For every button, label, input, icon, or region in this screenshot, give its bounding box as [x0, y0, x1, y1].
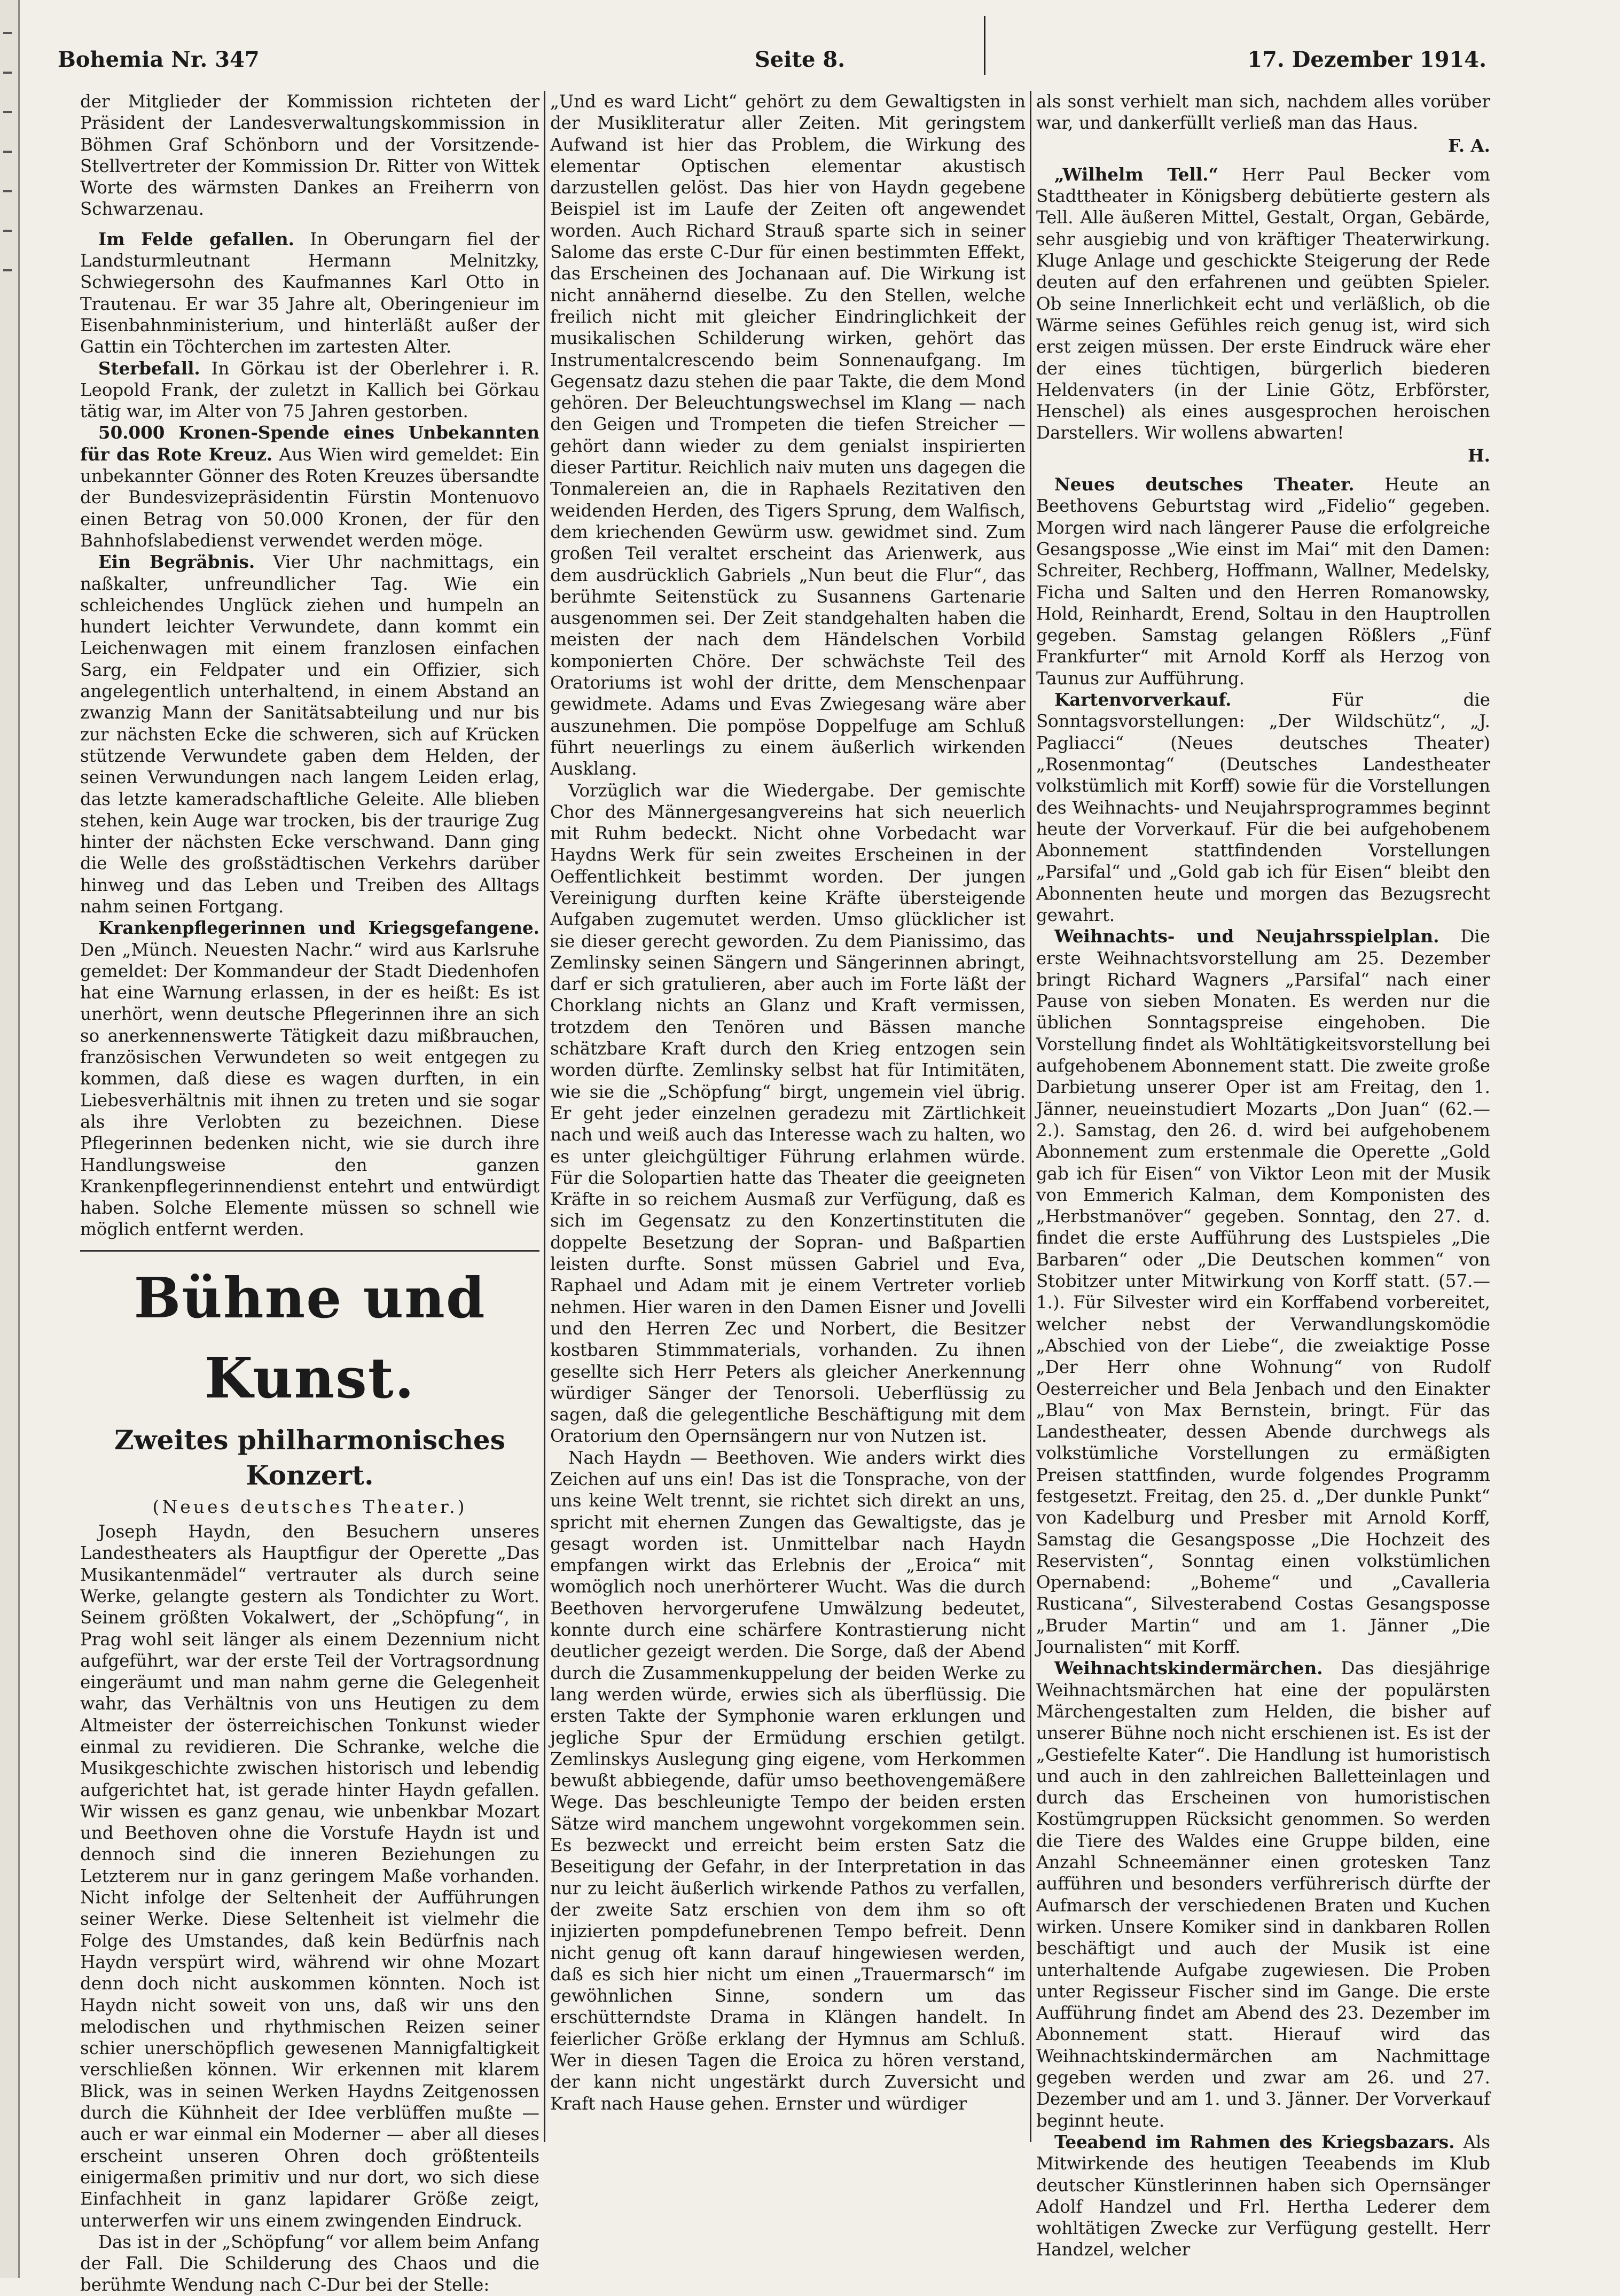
item-heading: Weihnachts- und Neujahrsspielplan.: [1054, 926, 1439, 947]
item-text: Die erste Weihnachtsvorstellung am 25. Dezember bringt Richard Wagners „Parsifal“ nach einer Pause von sieben Monaten. Es werden nur die üblichen Sonntagspreise eingehoben. Die Vorstellung findet als Wohltätigkeitsvorstellung bei aufgehobenem Abonnement statt. Die zweite große Darbietung unserer Oper ist am Freitag, den 1. Jänner, neueinstudiert Mozarts „Don Juan“ (62.—2.). Samstag, den 26. d. wird bei aufgehobenem Abonnement zum erstenmale die Operette „Gold gab ich für Eisen“ von Viktor Leon mit der Musik von Emmerich Kalman, dem Komponisten des „Herbstmanöver“ gegeben. Sonntag, den 27. d. findet die erste Aufführung des Lustspieles „Die Barbaren“ oder „Die Deutschen kommen“ von Stobitzer unter Mitwirkung von Korff statt. (57.—1.). Für Silvester wird ein Korffabend vorbereitet, welcher nebst der Verwandlungskomödie „Abschied von der Liebe“, die zweiaktige Posse „Der Herr ohne Wohnung“ von Rudolf Oesterreicher und Bela Jenbach und den Einakter „Blau“ von Max Bernstein, bringt. Für das Landestheater, dessen Abende durchwegs als volkstümliche Vorstellungen zu ermäßigten Preisen stattfinden, wurde folgendes Programm festgesetzt. Freitag, den 25. d. „Der dunkle Punkt“ von Kadelburg und Presber mit Arnold Korff, Samstag die Gesangsposse „Die Hochzeit des Reservisten“, Sonntag einen volkstümlichen Opernabend: „Boheme“ und „Cavalleria Rusticana“, Silvesterabend Costas Gesangsposse „Bruder Martin“ und am 1. Jänner „Die Journalisten“ mit Korff.: [1036, 926, 1490, 1658]
page-header: [58, 47, 1486, 79]
item-text: Das diesjährige Weihnachtsmärchen hat eine der populärsten Märchengestalten zum Helden, die bisher auf unserer Bühne noch nicht erschienen ist. Es ist der „Gestiefelte Kater“. Die Handlung ist humoristisch und auch in den zahlreichen Balletteinlagen und durch das Erscheinen von humoristischen Kostümgruppen Rücksicht genommen. So werden die Tiere des Waldes eine Gruppe bilden, eine Anzahl Schneemänner einen grotesken Tanz aufführen und besonders verführerisch dürfte der Aufmarsch der verschiedenen Braten und Kuchen wirken. Unsere Komiker sind in dankbaren Rollen beschäftigt und auch der Musik ist eine unterhaltende Aufgabe zugewiesen. Die Proben unter Regisseur Fischer sind im Gange. Die erste Aufführung findet am Abend des 23. Dezember im Abonnement statt. Hierauf wird das Weihnachtskindermärchen am Nachmittage gegeben werden und zwar am 26. und 27. Dezember und am 1. und 3. Jänner. Der Vorverkauf beginnt heute.: [1036, 1658, 1490, 2131]
news-item: [80, 917, 539, 1240]
item-heading: Kartenvorverkauf.: [1054, 689, 1232, 710]
item-heading: „Wilhelm Tell.“: [1054, 163, 1219, 185]
news-item: [1036, 1658, 1490, 2131]
news-item: [80, 358, 539, 423]
news-item: [1036, 2131, 1490, 2261]
news-item: [80, 229, 539, 358]
item-heading: Neues deutsches Theater.: [1054, 474, 1355, 495]
paragraph: Joseph Haydn, den Besuchern unseres Landestheaters als Hauptfigur der Operette „Das Musikantenmädel“ vertrauter als durch seine Werke, gelangte gestern als Tondichter zu Wort. Seinem größten Vokalwert, der „Schöpfung“, in Prag wohl seit länger als einem Dezennium nicht aufgeführt, war der erste Teil der Vortragsordnung eingeräumt und man nahm gerne die Gelegenheit wahr, das Verhältnis von uns Heutigen zu dem Altmeister der österreichischen Tonkunst wieder einmal zu revidieren. Die Schranke, welche die Musikgeschichte zwischen historisch und lebendig aufgerichtet hat, ist gerade hinter Haydn gefallen. Wir wissen es ganz genau, wie unbenkbar Mozart und Beethoven ohne die Vorstufe Haydn ist und dennoch sind die inneren Beziehungen zu Letzterem nur in ganz geringem Maße vorhanden. Nicht infolge der Seltenheit der Aufführungen seiner Werke. Diese Seltenheit ist vielmehr die Folge des Umstandes, daß kein Bedürfnis nach Haydn verspürt wird, während wir ohne Mozart denn doch nicht auskommen könnten. Noch ist Haydn nicht soweit von uns, daß wir uns den melodischen und rhythmischen Reizen seiner schier unerschöpflich gewesenen Mannigfaltigkeit verschließen können. Wir erkennen mit klarem Blick, was in seinen Werken Haydns Zeitgenossen durch die Kühnheit der Idee verblüffen mußte — auch er war einmal ein Moderner — aber all dieses erscheint unseren Ohren doch größtenteils einigermaßen primitiv und nur dort, wo sich diese Einfachheit in ganz lapidarer Größe zeigt, unterwerfen wir uns einem zwingenden Eindruck.: [80, 1521, 539, 2231]
item-heading: Sterbefall.: [98, 357, 200, 379]
column-1: [80, 91, 539, 2295]
paragraph: als sonst verhielt man sich, nachdem alles vorüber war, und dankerfüllt verließ man das Haus.: [1036, 91, 1490, 134]
paragraph: Nach Haydn — Beethoven. Wie anders wirkt dies Zeichen auf uns ein! Das ist die Tonsprache, von der uns keine Welt trennt, sie richtet sich direkt an uns, spricht mit ehernen Zungen das Gewaltigste, das je gesagt worden ist. Unmittelbar nach Haydn empfangen wirkt das Erlebnis der „Eroica“ mit womöglich noch unerhörterer Wucht. Was die durch Beethoven hervorgerufene Umwälzung bedeutet, konnte durch eine schärfere Kontrastierung nicht deutlicher gezeigt werden. Die Sorge, daß der Abend durch die Zusammenkuppelung der beiden Werke zu lang werden würde, erwies sich als überflüssig. Die ersten Takte der Symphonie waren erklungen und jegliche Spur der Ermüdung erschien getilgt. Zemlinskys Auslegung ging eigene, vom Herkommen bewußt abbiegende, dafür umso beethovengemäßere Wege. Das beschleunigte Tempo der beiden ersten Sätze wird manchem ungewohnt vorgekommen sein. Es bezweckt und erreicht beim ersten Satz die Beseitigung der Gefahr, in der Interpretation in das nur zu leicht äußerlich wirkende Pathos zu verfallen, der zweite Satz erschien von dem ihm so oft injizierten pompdefunebrenen Tempo befreit. Denn nicht genug oft kann darauf hingewiesen werden, daß es sich hier nicht um einen „Trauermarsch“ im gewöhnlichen Sinne, sondern um das erschütterndste Drama in Klängen handelt. In feierlicher Größe erklang der Hymnus am Schluß. Wer in diesen Tagen die Eroica zu hören verstand, der kann nicht ungestärkt durch Zuversicht und Kraft nach Hause gehen. Ernster und würdiger: [550, 1447, 1026, 2114]
news-item: [80, 422, 539, 551]
item-text: Für die Sonntagsvorstellungen: „Der Wildschütz“, „J. Pagliacci“ (Neues deutsches Theater) „Rosenmontag“ (Deutsches Landestheater volkstümlich mit Korff) sowie für die Vorstellungen des Weihnachts- und Neujahrsprogrammes beginnt heute der Vorverkauf. Für die bei aufgehobenem Abonnement stattfindenden Vorstellungen „Parsifal“ und „Gold gab ich für Eisen“ bleibt den Abonnenten heute und morgen das Bezugsrecht gewahrt.: [1036, 690, 1490, 925]
news-item: [1036, 926, 1490, 1658]
item-heading: Weihnachtskindermärchen.: [1054, 1658, 1323, 1679]
newspaper-issue: Bohemia Nr. 347: [58, 47, 260, 72]
paragraph: Das ist in der „Schöpfung“ vor allem beim Anfang der Fall. Die Schilderung des Chaos und die berühmte Wendung nach C-Dur bei der Stelle:: [80, 2231, 539, 2295]
item-text: Vier Uhr nachmittags, ein naßkalter, unfreundlicher Tag. Wie ein schleichendes Unglück ziehen und humpeln an hundert leichter Verwundete, dann kommt ein Leichenwagen mit einem franzlosen einfachen Sarg, ein Feldpater und ein Offizier, sich angelegentlich unterhaltend, in einem Abstand an zwanzig Mann der Sanitätsabteilung und nur bis zur nächsten Ecke die schweren, sich auf Krücken stützende Verwundete gaben dem Helden, der seinen Verwundungen nach langem Leiden erlag, das letzte kameradschaftliche Geleite. Alle blieben stehen, kein Auge war trocken, bis der traurige Zug hinter der nächsten Ecke verschwand. Dann ging die Welle des großstädtischen Verkehrs darüber hinweg und das Leben und Treiben des Alltags nahm seinen Fortgang.: [80, 552, 539, 917]
page-edge: [0, 0, 20, 2278]
column-3: [1036, 91, 1490, 2260]
article-subtitle: (Neues deutsches Theater.): [152, 1496, 467, 1517]
item-heading: Teeabend im Rahmen des Kriegsbazars.: [1054, 2131, 1455, 2152]
column-2: [550, 91, 1026, 2142]
paragraph: „Und es ward Licht“ gehört zu dem Gewaltigsten in der Musikliteratur aller Zeiten. Mit geringstem Aufwand ist hier das Problem, die Wirkung des elementar Optischen elementar akustisch darzustellen gelöst. Das hier von Haydn gegebene Beispiel ist im Laufe der Zeiten oft angewendet worden. Auch Richard Strauß sparte sich in seiner Salome das erste C-Dur für einen bestimmten Effekt, das Erscheinen des Jochanaan auf. Die Wirkung ist nicht annähernd dieselbe. Zu den Stellen, welche freilich nicht mit gleicher Eindringlichkeit der musikalischen Schilderung wirken, gehört das Instrumentalcrescendo beim Sonnenaufgang. Im Gegensatz dazu stehen die paar Takte, die dem Mond gehören. Der Beleuchtungswechsel im Klang — nach den Geigen und Trompeten die tiefen Streicher — gehört dann wieder zu dem genialst inspirierten dieser Partitur. Reichlich naiv muten uns dagegen die Tonmalereien an, die in Raphaels Rezitativen den weidenden Herden, des Tigers Sprung, dem Walfisch, dem kriechenden Gewürm usw. gewidmet sind. Zum großen Teil veraltet erscheint das Arienwerk, aus dem ausdrücklich Gabriels „Nun beut die Flur“, das berühmte Seitenstück zu Susannens Gartenarie ausgenommen sei. Der Zeit standgehalten haben die meisten der nach dem Händelschen Vorbild komponierten Chöre. Der schwächste Teil des Oratoriums ist wohl der dritte, dem Menschenpaar gewidmete. Adams und Evas Zwiegesang wäre aber auszunehmen. Die pompöse Doppelfuge am Schluß führt neuerlings zu einem äußerlich wirkenden Ausklang.: [550, 91, 1026, 779]
author-signature: H.: [1467, 444, 1490, 466]
news-item: [1036, 474, 1490, 689]
paragraph: Vorzüglich war die Wiedergabe. Der gemischte Chor des Männergesangvereins hat sich neuerlich mit Ruhm bedeckt. Nicht ohne Vorbedacht war Haydns Werk für sein zweites Erscheinen in der Oeffentlichkeit bestimmt worden. Der jungen Vereinigung durften keine Kräfte übersteigende Aufgaben zugemutet werden. Umso glücklicher ist sie dieser gerecht geworden. Zu dem Pianissimo, das Zemlinsky seinen Sängern und Sängerinnen abringt, darf er sich gratulieren, aber auch im Forte läßt der Chorklang nichts an Glanz und Kraft vermissen, trotzdem den Tenören und Bässen manche schätzbare Kraft durch den Krieg entzogen sein worden dürfte. Zemlinsky selbst hat für Intimitäten, wie sie die „Schöpfung“ birgt, ungemein viel übrig. Er geht jeder einzelnen geradezu mit Zärtlichkeit nach und weiß auch das Interesse wach zu halten, wo es unter gleichgültiger Führung erlahmen würde. Für die Solopartien hatte das Theater die geeigneten Kräfte in so reichem Ausmaß zur Verfügung, daß es sich im Gegensatz zu den Konzertinstituten die doppelte Besetzung der Sopran- und Baßpartien leisten durfte. Sonst müssen Gabriel und Eva, Raphael und Adam mit je einem Vertreter vorlieb nehmen. Hier waren in den Damen Eisner und Jovelli und den Herren Zec und Norbert, die Besitzer kostbaren Stimmmaterials, vorhanden. Zu ihnen gesellte sich Herr Peters als gleicher Anerkennung würdiger Sänger der Tenorsoli. Ueberflüssig zu sagen, daß die gelegentliche Beschäftigung mit dem Oratorium den Opernsängern nur von Nutzen ist.: [550, 780, 1026, 1447]
section-heading: Bühne und Kunst.: [80, 1250, 539, 1418]
item-heading: Im Felde gefallen.: [98, 228, 294, 249]
issue-date: 17. Dezember 1914.: [1247, 47, 1486, 72]
header-rule: [984, 16, 985, 75]
page-number: Seite 8.: [755, 47, 846, 72]
item-text: Den „Münch. Neuesten Nachr.“ wird aus Karlsruhe gemeldet: Der Kommandeur der Stadt Diedenhofen hat eine Warnung erlassen, in der es heißt: Es ist unerhört, wenn deutsche Pflegerinnen ihre an sich so anerkennenswerte Tätigkeit dazu mißbrauchen, französischen Verwundeten so weit entgegen zu kommen, daß diese es wagen durften, in ein Liebesverhältnis mit ihnen zu treten und sie sogar als ihre Verlobten zu bezeichnen. Diese Pflegerinnen bedenken nicht, wie sie durch ihre Handlungsweise den ganzen Krankenpflegerinnendienst entehrt und entwürdigt haben. Solche Elemente müssen so schnell wie möglich entfernt werden.: [80, 939, 539, 1240]
item-text: Aus Wien wird gemeldet: Ein unbekannter Gönner des Roten Kreuzes übersandte der Bundesvizepräsidentin Fürstin Montenuovo einen Betrag von 50.000 Kronen, der für den Bahnhofslabedienst verwendet werden möge.: [80, 444, 539, 551]
item-text: In Oberungarn fiel der Landsturmleutnant Hermann Melnitzky, Schwiegersohn des Kaufmannes Karl Otto in Trautenau. Er war 35 Jahre alt, Oberingenieur im Eisenbahnministerium, und hinterläßt außer der Gattin ein Töchterchen im zartesten Alter.: [80, 229, 539, 357]
item-text: Herr Paul Becker vom Stadttheater in Königsberg debütierte gestern als Tell. Alle äußeren Mittel, Gestalt, Organ, Gebärde, sehr ausgiebig und von kräftiger Theaterwirkung. Kluge Anlage und geschickte Steigerung der Rede deuten auf den erfahrenen und geübten Spieler. Ob seine Innerlichkeit echt und verläßlich, ob die Wärme seines Gefühles reich genug ist, wird sich erst zeigen müssen. Der erste Eindruck wäre eher der eines tüchtigen, bürgerlich biederen Heldenvaters (in der Linie Götz, Erbförster, Henschel) als eines ausgesprochen heroischen Darstellers. Wir wollens abwarten!: [1036, 164, 1490, 443]
item-heading: Krankenpflegerinnen und Kriegsgefangene.: [98, 917, 539, 939]
author-signature: F. A.: [1448, 135, 1490, 156]
column-rule-2: [1030, 91, 1031, 2142]
paragraph: der Mitglieder der Kommission richteten der Präsident der Landesverwaltungskommission in Böhmen Graf Schönborn und der Vorsitzende-Stellvertreter der Kommission Dr. Ritter von Wittek Worte des wärmsten Dankes an Freiherrn von Schwarzenau.: [80, 91, 539, 220]
item-heading: Ein Begräbnis.: [98, 551, 255, 573]
news-item: [1036, 164, 1490, 444]
edge-marks: [3, 32, 12, 331]
item-text: In Görkau ist der Oberlehrer i. R. Leopold Frank, der zuletzt in Kallich bei Görkau tätig war, im Alter von 75 Jahren gestorben.: [80, 358, 539, 422]
article-title: Zweites philharmonisches Konzert.: [114, 1424, 505, 1491]
item-text: Als Mitwirkende des heutigen Teeabends im Klub deutscher Künstlerinnen haben sich Opernsänger Adolf Handzel und Frl. Hertha Lederer dem wohltätigen Zwecke zur Verfügung gestellt. Herr Handzel, welcher: [1036, 2131, 1490, 2260]
item-text: Heute an Beethovens Geburtstag wird „Fidelio“ gegeben. Morgen wird nach längerer Pause die erfolgreiche Gesangsposse „Wie einst im Mai“ mit den Damen: Schreiter, Rechberg, Hoffmann, Wallner, Medelsky, Ficha und Salten und den Herren Romanowsky, Hold, Reinhardt, Erend, Soltau in den Hauptrollen gegeben. Samstag gelangen Rößlers „Fünf Frankfurter“ mit Arnold Korff als Herzog von Taunus zur Aufführung.: [1036, 474, 1490, 689]
column-rule-1: [544, 91, 545, 2142]
item-heading: 50.000 Kronen-Spende eines Unbekannten für das Rote Kreuz.: [80, 422, 539, 465]
news-item: [1036, 689, 1490, 926]
news-item: [80, 551, 539, 917]
